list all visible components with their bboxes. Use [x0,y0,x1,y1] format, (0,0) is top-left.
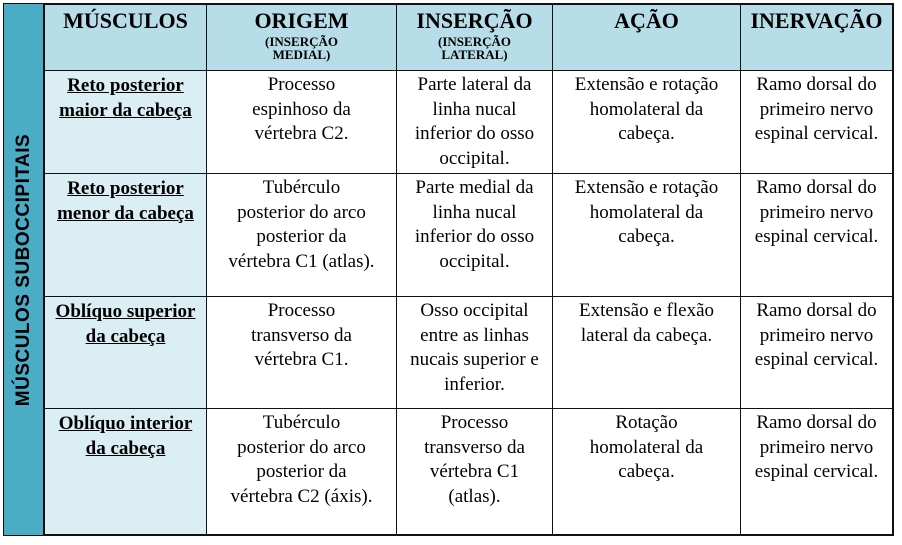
insercao-cell: Parte lateral da linha nucal inferior do osso occipital. [397,71,553,174]
inervacao-cell: Ramo dorsal do primeiro nervo espinal cervical. [741,409,893,535]
table-frame [3,3,894,536]
acao-cell: Extensão e rotação homolateral da cabeça. [553,174,741,297]
table-row [45,297,893,409]
header-musculos: MÚSCULOS [45,5,207,71]
origem-cell: Processo espinhoso da vértebra C2. [207,71,397,174]
header-row [45,5,893,71]
origem-cell: Tubérculo posterior do arco posterior da vértebra C2 (áxis). [207,409,397,535]
header-insercao: INSERÇÃO (INSERÇÃO LATERAL) [397,5,553,71]
inervacao-cell: Ramo dorsal do primeiro nervo espinal cervical. [741,174,893,297]
inervacao-cell: Ramo dorsal do primeiro nervo espinal cervical. [741,297,893,409]
header-insercao-sub: (INSERÇÃO LATERAL) [438,34,511,62]
header-origem: ORIGEM (INSERÇÃO MEDIAL) [207,5,397,71]
header-acao: AÇÃO [553,5,741,71]
side-label: MÚSCULOS SUBOCCIPITAIS [12,133,34,406]
origem-cell: Tubérculo posterior do arco posterior da vértebra C1 (atlas). [207,174,397,297]
muscles-table [44,4,893,535]
insercao-cell: Parte medial da linha nucal inferior do osso occipital. [397,174,553,297]
acao-cell: Extensão e flexão lateral da cabeça. [553,297,741,409]
acao-cell: Rotação homolateral da cabeça. [553,409,741,535]
insercao-cell: Osso occipital entre as linhas nucais superior e inferior. [397,297,553,409]
muscle-name: Oblíquo interior da cabeça [45,409,207,535]
inervacao-cell: Ramo dorsal do primeiro nervo espinal cervical. [741,71,893,174]
muscle-name: Reto posterior maior da cabeça [45,71,207,174]
table-row [45,174,893,297]
muscle-name: Oblíquo superior da cabeça [45,297,207,409]
side-label-band [4,4,44,535]
muscle-name: Reto posterior menor da cabeça [45,174,207,297]
table-row [45,409,893,535]
header-inervacao: INERVAÇÃO [741,5,893,71]
header-origem-sub: (INSERÇÃO MEDIAL) [265,34,338,62]
insercao-cell: Processo transverso da vértebra C1 (atlas). [397,409,553,535]
acao-cell: Extensão e rotação homolateral da cabeça. [553,71,741,174]
origem-cell: Processo transverso da vértebra C1. [207,297,397,409]
table-row [45,71,893,174]
